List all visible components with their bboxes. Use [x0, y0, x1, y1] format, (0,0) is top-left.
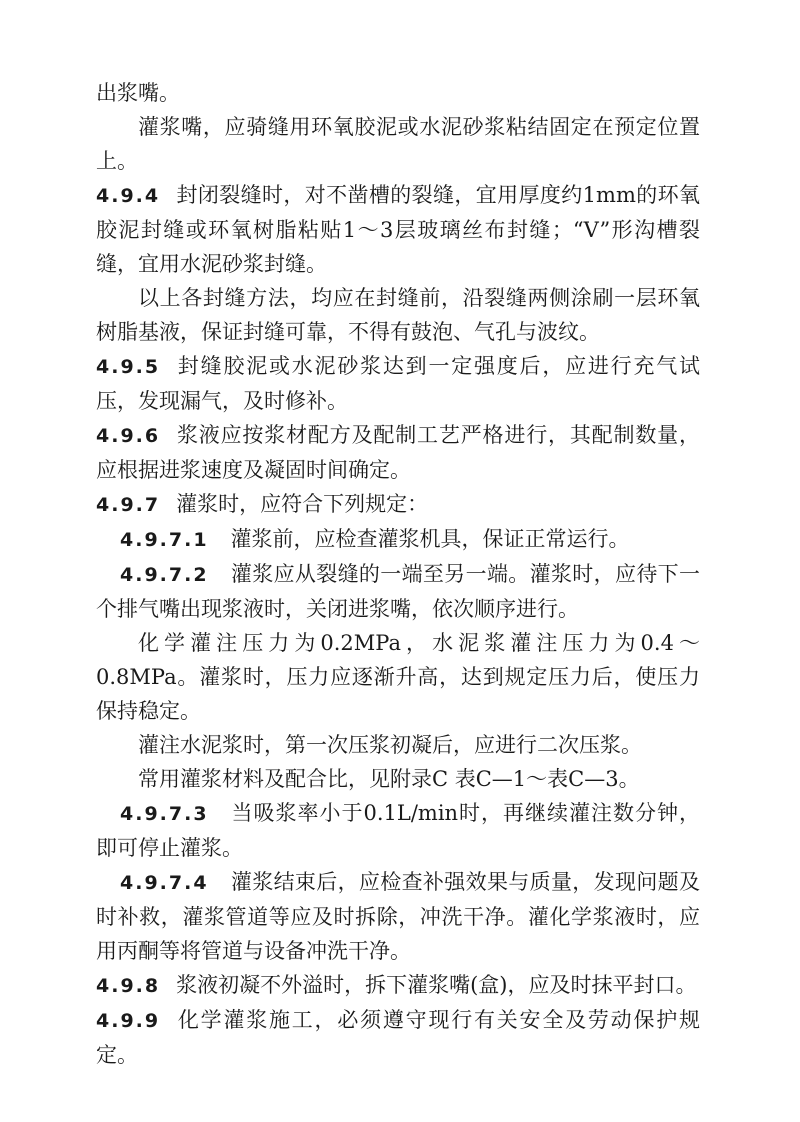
paragraph-text: 以上各封缝方法，均应在封缝前，沿裂缝两侧涂刷一层环氧树脂基液，保证封缝可靠，不得有鼓泡、气孔与波纹。 [96, 286, 700, 344]
clause-text: 浆液应按浆材配方及配制工艺严格进行，其配制数量，应根据进浆速度及凝固时间确定。 [96, 423, 700, 482]
clause-4-9-9 [96, 1003, 700, 1072]
clause-text: 浆液初凝不外溢时，拆下灌浆嘴(盒)，应及时抹平封口。 [176, 973, 697, 997]
clause-4-9-7-4 [96, 865, 700, 968]
paragraph-cement-grout [96, 728, 700, 762]
clause-number: 4.9.7.4 [120, 872, 209, 894]
paragraph-pressure [96, 626, 700, 728]
clause-number: 4.9.7.2 [120, 564, 209, 586]
clause-number: 4.9.7.3 [120, 803, 209, 825]
clause-text: 灌浆时，应符合下列规定： [176, 492, 429, 516]
paragraph-text: 出浆嘴。 [96, 81, 180, 105]
clause-number: 4.9.5 [96, 356, 161, 378]
clause-number: 4.9.7 [96, 494, 161, 516]
clause-text: 灌浆前，应检查灌浆机具，保证正常运行。 [230, 527, 630, 551]
clause-text: 封闭裂缝时，对不凿槽的裂缝，宜用厚度约1mm的环氧胶泥封缝或环氧树脂粘贴1～3层玻璃丝布封缝；“V”形沟槽裂缝，宜用水泥砂浆封缝。 [96, 183, 700, 276]
clause-text: 灌浆应从裂缝的一端至另一端。灌浆时，应待下一个排气嘴出现浆液时，关闭进浆嘴，依次顺序进行。 [96, 562, 700, 621]
document-body [96, 76, 700, 1072]
clause-4-9-6 [96, 418, 700, 487]
clause-number: 4.9.7.1 [120, 529, 209, 551]
clause-4-9-7-1 [96, 522, 700, 557]
clause-text: 当吸浆率小于0.1L/min时，再继续灌注数分钟，即可停止灌浆。 [96, 801, 700, 860]
clause-4-9-7-3 [96, 796, 700, 865]
clause-4-9-5 [96, 349, 700, 418]
paragraph-text: 灌注水泥浆时，第一次压浆初凝后，应进行二次压浆。 [138, 733, 642, 757]
clause-number: 4.9.6 [96, 425, 161, 447]
clause-number: 4.9.8 [96, 975, 161, 997]
clause-text: 灌浆结束后，应检查补强效果与质量，发现问题及时补救，灌浆管道等应及时拆除，冲洗干净。灌化学浆液时，应用丙酮等将管道与设备冲洗干净。 [96, 870, 700, 963]
paragraph-seal-methods [96, 281, 700, 349]
paragraph-grouting-nozzle [96, 110, 700, 178]
clause-text: 封缝胶泥或水泥砂浆达到一定强度后，应进行充气试压，发现漏气，及时修补。 [96, 354, 700, 413]
clause-text: 化学灌浆施工，必须遵守现行有关安全及劳动保护规定。 [96, 1008, 700, 1067]
clause-number: 4.9.4 [96, 185, 161, 207]
clause-number: 4.9.9 [96, 1010, 161, 1032]
clause-4-9-7 [96, 487, 700, 522]
paragraph-text: 常用灌浆材料及配合比，见附录C 表C—1～表C—3。 [138, 767, 640, 791]
paragraph-text: 灌浆嘴，应骑缝用环氧胶泥或水泥砂浆粘结固定在预定位置上。 [96, 115, 700, 173]
clause-4-9-4 [96, 178, 700, 281]
paragraph-materials-reference [96, 762, 700, 796]
clause-4-9-8 [96, 968, 700, 1003]
paragraph-text: 化学灌注压力为0.2MPa，水泥浆灌注压力为0.4～0.8MPa。灌浆时，压力应逐渐升高，达到规定压力后，使压力保持稳定。 [96, 631, 700, 723]
clause-4-9-7-2 [96, 557, 700, 626]
paragraph-continuation [96, 76, 700, 110]
